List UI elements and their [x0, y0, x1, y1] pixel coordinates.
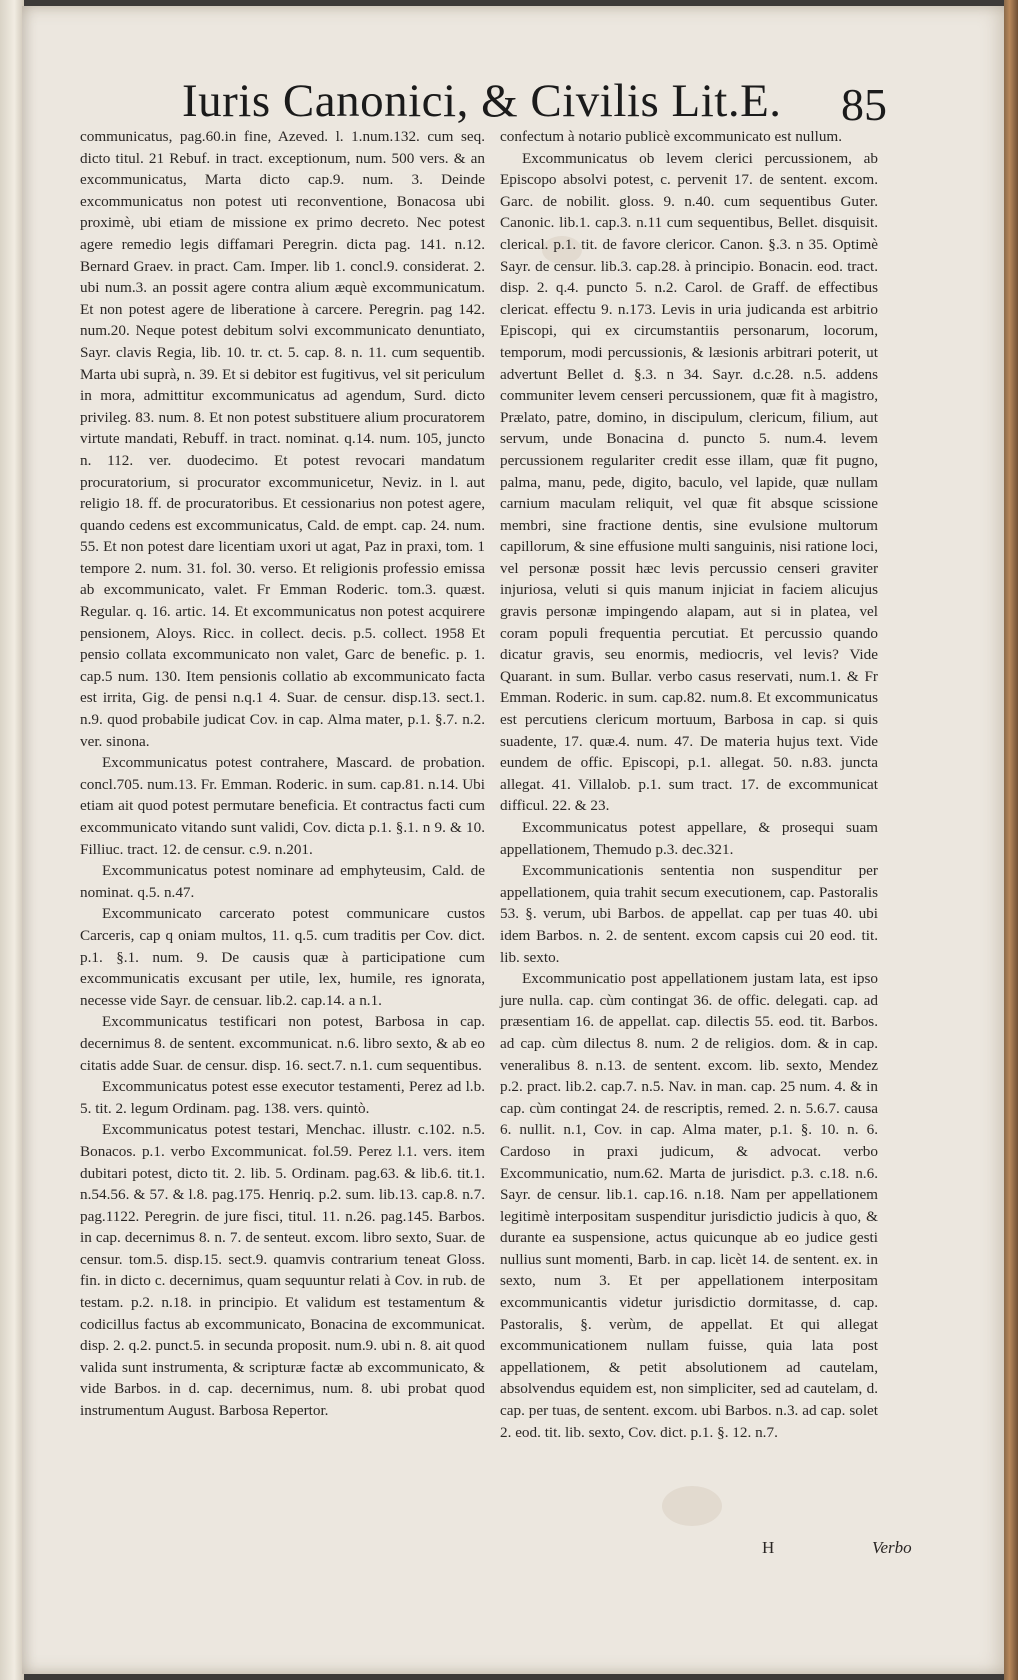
- paragraph: Excommunicatus ob levem clerici percussionem, ab Episcopo absolvi potest, c. pervenit 17. de sentent. excom. Garc. de nobilit. gloss. 9. n.40. cum sequentibus Guter. Canonic. lib.1. cap.3. n.11 cum sequentibus, Bellet. disquisit. clerical. p.1. tit. de favore clericor. Canon. §.3. n 35. Optimè Sayr. de censur. lib.3. cap.28. à principio. Bonacin. eod. tract. disp. 2. q.4. puncto 5. n.2. Carol. de Graff. de effectibus clericat. effectu 9. n.173. Levis in uria judicanda est arbitrio Episcopi, qui ex circumstantiis personarum, locorum, temporum, modi percussionis, & læsionis arbitrari poterit, ut advertunt Bellet d. §.3. n 34. Sayr. d.c.28. n.5. addens communiter levem censeri percussionem, quæ fit à magistro, Prælato, patre, domino, in discipulum, clericum, filium, aut servum, unde Bonacina d. puncto 5. num.4. levem percussionem regulariter credit esse illam, quæ fit pugno, palma, manu, pede, digito, baculo, vel lapide, quæ nullam carnium maculam reliquit, vel quæ fit absque scissione membri, sine fractione dentis, sine evulsione multorum capillorum, & sine effusione multi sanguinis, nisi ratione loci, vel personæ possit hæc levis percussio censeri graviter injuriosa, veluti si quis manum injiciat in faciem alicujus gravis personæ impingendo alapam, aut si in platea, vel coram populi frequentia percutiat. Et percussio quando dicatur gravis, seu enormis, mediocris, vel levis? Vide Quarant. in sum. Bullar. verbo casus reservati, num.1. & Fr Emman. Roderic. in sum. cap.82. num.8. Et excommunicatus est percutiens clericum mortuum, Barbosa in cap. si quis suadente, 17. quæ.4. num. 47. De materia hujus text. Vide eundem de offic. Episcopi, p.1. allegat. 50. n.83. juncta allegat. 41. Villalob. p.1. sum tract. 17. de excommunicat difficul. 22. & 23.: [500, 149, 878, 815]
- paragraph: Excommunicato carcerato potest communicare custos Carceris, cap q oniam multos, 11. q.5. cum traditis per Cov. dict. p.1. §.1. num. 9. De causis quæ à participatione cum excommunicatis excusant per utile, lex, humile, res ignorata, necesse vide Sayr. de censuar. lib.2. cap.14. a n.1.: [80, 905, 485, 1009]
- signature-mark: H: [762, 1538, 775, 1557]
- catchword: Verbo: [872, 1538, 912, 1557]
- paragraph: confectum à notario publicè excommunicato est nullum.: [500, 128, 843, 145]
- book-page: [22, 6, 1007, 1674]
- paragraph: Excommunicatus potest nominare ad emphyteusim, Cald. de nominat. q.5. n.47.: [80, 862, 485, 901]
- paragraph: Excommunicatus potest appellare, & prosequi suam appellationem, Themudo p.3. dec.321.: [500, 819, 878, 858]
- adjacent-page-edge: [0, 0, 24, 1680]
- paragraph: Excommunicatus potest testari, Menchac. illustr. c.102. n.5. Bonacos. p.1. verbo Excommunicat. fol.59. Perez l.1. vers. item dubitari potest, dicto tit. 2. lib. 5. Ordinam. pag.63. & lib.6. tit.1. n.54.56. & 57. & l.8. pag.175. Henriq. p.2. sum. lib.13. cap.8. n.7. pag.1122. Peregrin. de jure fisci, titul. 11. n.26. pag.145. Barbos. in cap. decernimus 8. n. 7. de senteut. excom. libro sexto, Suar. de censur. tom.5. disp.15. sect.9. quamvis contrarium teneat Gloss. fin. in dicto c. decernimus, quam sequuntur relati à Cov. in rub. de testam. p.2. n.18. in principio. Et validum est testamentum & codicillus factus ab excommunicato, Bonacina de excommunicat. disp. 2. q.2. punct.5. in secunda proposit. num.9. ubi n. 8. ait quod valida sunt instrumenta, & scripturæ factæ ab excommunicato, & vide Barbos. in d. cap. decernimus, num. 8. ubi probat quod instrumentum August. Barbosa Repertor.: [80, 1121, 485, 1420]
- paragraph: Excommunicationis sententia non suspenditur per appellationem, quia trahit secum executionem, cap. Pastoralis 53. §. verum, ubi Barbos. de appellat. cap per tuas 40. ubi idem Barbos. n. 2. de sentent. excom capsis cui 20 eod. tit. lib. sexto.: [500, 862, 878, 966]
- page-title: Iuris Canonici, & Civilis Lit.E.: [182, 75, 782, 127]
- page-number: 85: [841, 79, 887, 130]
- paper-stain: [662, 1486, 722, 1526]
- book-cover-edge: [1004, 0, 1018, 1680]
- paragraph: Excommunicatio post appellationem justam lata, est ipso jure nulla. cap. cùm contingat 36. de offic. delegati. cap. ad præsentiam 16. de appellat. cap. dilectis 55. eod. tit. Barbos. ad cap. cùm dilectus 8. num. 2 de religios. dom. & in cap. veneralibus 8. n.13. de sentent. excom. lib. sexto, Mendez p.2. pract. lib.2. cap.7. n.5. Nav. in man. cap. 25 num. 4. & in cap. cùm contingat 24. de rescriptis, remed. 2. n. 5.6.7. causa 6. nullit. n.1, Cov. in cap. Alma mater, p.1. §. 10. n. 6. Cardoso in praxi judicum, & advocat. verbo Excommunicatio, num.62. Marta de jurisdict. p.3. c.18. n.6. Sayr. de censur. lib.1. cap.16. n.18. Nam per appellationem legitimè interpositam suspenditur jurisdictio judicis à quo, & durante ea suspensione, actus quicunque ab eo judice gesti nullius sunt momenti, Barb. in cap. licèt 14. de sentent. ex. in sexto, num 3. Et per appellationem interpositam excommunicantis videtur jurisdictio dormitasse, d. cap. Pastoralis, §. verùm, de appellat. Et qui allegat excommunicationem nullam fuisse, quia lata post appellationem, & petit absolutionem ad cautelam, absolvendus equidem est, non simpliciter, sed ad cautelam, d. cap. per tuas, de sentent. excom. ubi Barbos. n.3. ad cap. solet 2. eod. tit. lib. sexto, Cov. dict. p.1. §. 12. n.7.: [500, 970, 878, 1441]
- paragraph: Excommunicatus potest contrahere, Mascard. de probation. concl.705. num.13. Fr. Emman. Roderic. in sum. cap.81. n.14. Ubi etiam ait quod potest permutare beneficia. Et contractus facti cum excommunicato vitando sunt validi, Cov. dicta p.1. §.1. n 9. & 10. Filliuc. tract. 12. de censur. c.9. n.201.: [80, 754, 485, 858]
- left-column: [80, 126, 485, 1422]
- right-column: [500, 126, 878, 1443]
- paragraph: Excommunicatus potest esse executor testamenti, Perez ad l.b. 5. tit. 2. legum Ordinam. pag. 138. vers. quintò.: [80, 1078, 485, 1117]
- page-footer: [762, 1538, 1002, 1568]
- paragraph: Excommunicatus testificari non potest, Barbosa in cap. decernimus 8. de sentent. excommunicat. n.6. libro sexto, & ab eo citatis adde Suar. de censur. disp. 16. sect.7. n.1. cum sequentibus.: [80, 1013, 485, 1074]
- paragraph: communicatus, pag.60.in fine, Azeved. l. 1.num.132. cum seq. dicto titul. 21 Rebuf. in tract. exceptionum, num. 500 vers. & an excommunicatus, Marta dicto cap.9. num. 3. Deinde excommunicatus non potest uti reconventione, Bonacosa ubi proximè, ubi etiam de missione ex primo decreto. Nec potest agere remedio legis diffamari Peregrin. dicta pag. 141. n.12. Bernard Graev. in pract. Cam. Imper. lib 1. concl.9. considerat. 2. ubi num.3. an possit agere contra alium æquè excommunicatum. Et non potest agere de liberatione à carcere. Peregrin. pag 142. num.20. Neque potest debitum solvi excommunicato denuntiato, Sayr. clavis Regia, lib. 10. tr. ct. 5. cap. 8. n. 11. cum sequentib. Marta ubi suprà, n. 39. Et si debitor est fugitivus, vel sit periculum in mora, admittitur excommunicatus ad agendum, Surd. dicto privileg. 83. num. 8. Et non potest substituere alium procuratorem virtute mandati, Rebuff. in tract. nominat. q.14. num. 105, juncto n. 112. ver. duodecimo. Et potest revocari mandatum procuratorium, si procurator excommunicetur, Neviz. in l. aut religio 18. ff. de procuratoribus. Et cessionarius non potest agere, quando cedens est excommunicatus, Cald. de empt. cap. 24. num. 55. Et non potest dare licentiam uxori ut agat, Paz in praxi, tom. 1 tempore 2. num. 31. fol. 30. verso. Et religionis professio emissa ab excommunicato, valet. Fr Emman Roderic. tom.3. quæst. Regular. q. 16. artic. 14. Et excommunicatus non potest acquirere pensionem, Aloys. Ricc. in collect. decis. p.5. collect. 1958 Et pensio collata excommunicato non valet, Garc de benefic. p. 1. cap.5 num. 130. Item pensionis collatio ab excommunicato facta est irrita, Gig. de pensi n.q.1 4. Suar. de censur. disp.13. sect.1. n.9. quod probabile judicat Cov. in cap. Alma mater, p.1. §.7. n.2. ver. sinona.: [80, 128, 485, 750]
